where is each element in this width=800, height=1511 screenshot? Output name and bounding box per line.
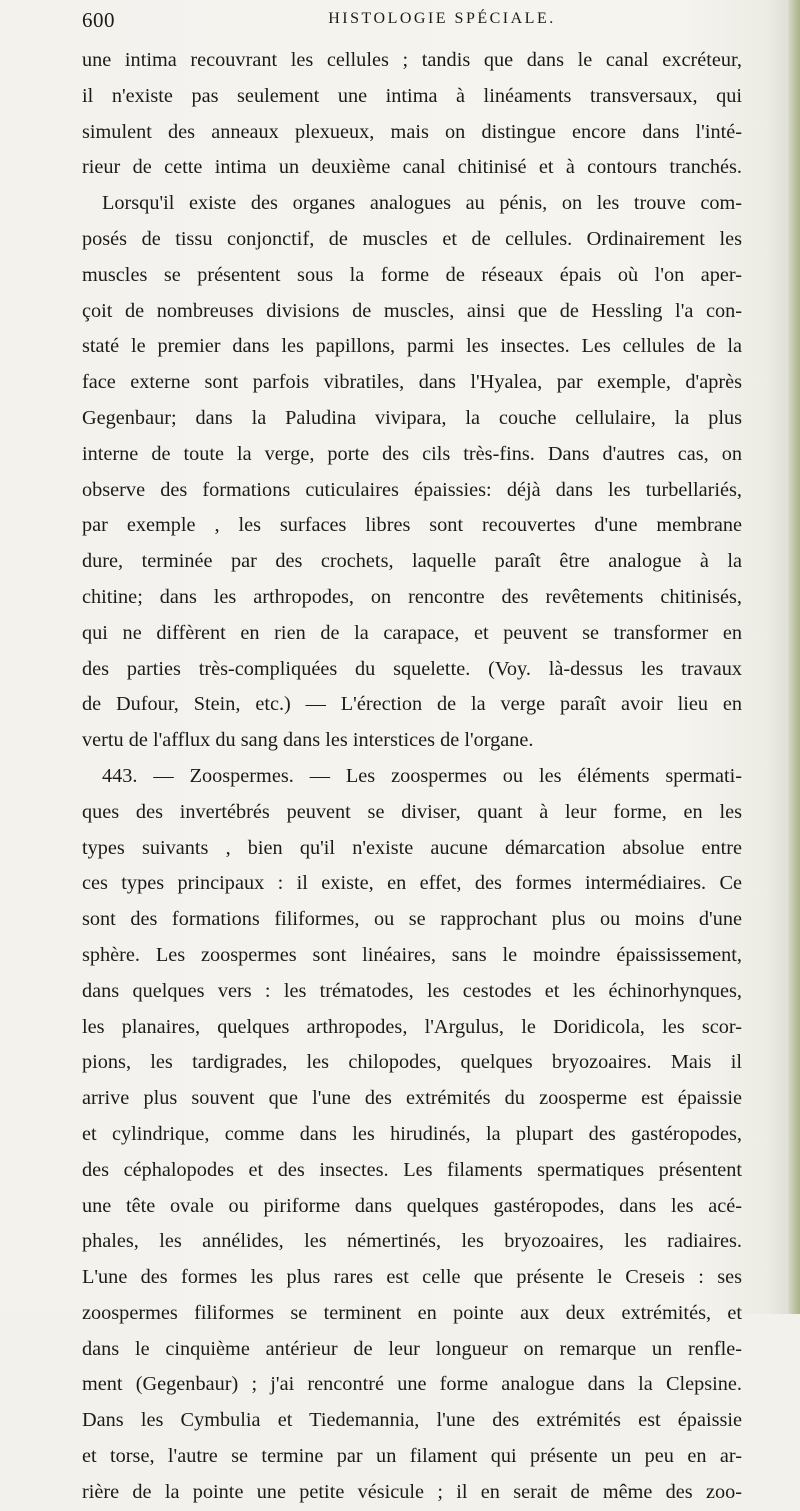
text-line: çoit de nombreuses divisions de muscles, ainsi que de Hessling l'a con- bbox=[82, 299, 742, 322]
text-line: arrive plus souvent que l'une des extrémités du zoosperme est épaissie bbox=[82, 1087, 742, 1110]
text-line: ces types principaux : il existe, en effet, des formes intermédiaires. Ce bbox=[82, 872, 742, 895]
text-line: L'une des formes les plus rares est celle que présente le Creseis : ses bbox=[82, 1266, 742, 1289]
text-line: face externe sont parfois vibratiles, dans l'Hyalea, par exemple, d'après bbox=[82, 371, 742, 394]
text-line: chitine; dans les arthropodes, on rencontre des revêtements chitinisés, bbox=[82, 585, 742, 608]
text-line: rieur de cette intima un deuxième canal chitinisé et à contours tranchés. bbox=[82, 156, 742, 179]
text-line: des parties très-compliquées du squelette. (Voy. là-dessus les travaux bbox=[82, 657, 742, 680]
page-header bbox=[82, 8, 742, 38]
text-line: de Dufour, Stein, etc.) — L'érection de la verge paraît avoir lieu en bbox=[82, 693, 742, 716]
text-line: types suivants , bien qu'il n'existe aucune démarcation absolue entre bbox=[82, 836, 742, 859]
text-line: vertu de l'afflux du sang dans les interstices de l'organe. bbox=[82, 729, 534, 752]
page-number: 600 bbox=[82, 8, 115, 32]
text-line: phales, les annélides, les némertinés, les bryozoaires, les radiaires. bbox=[82, 1230, 742, 1253]
text-line: ment (Gegenbaur) ; j'ai rencontré une forme analogue dans la Clepsine. bbox=[82, 1373, 742, 1396]
text-line: par exemple , les surfaces libres sont recouvertes d'une membrane bbox=[82, 514, 742, 537]
running-title: HISTOLOGIE SPÉCIALE. bbox=[328, 10, 556, 27]
text-line: posés de tissu conjonctif, de muscles et de cellules. Ordinairement les bbox=[82, 227, 742, 250]
text-line: observe des formations cuticulaires épaissies: déjà dans les turbellariés, bbox=[82, 478, 742, 501]
text-line: dans le cinquième antérieur de leur longueur on remarque un renfle- bbox=[82, 1337, 742, 1360]
text-line: il n'existe pas seulement une intima à linéaments transversaux, qui bbox=[82, 84, 742, 107]
text-line: qui ne diffèrent en rien de la carapace, et peuvent se transformer en bbox=[82, 621, 742, 644]
text-line: des céphalopodes et des insectes. Les filaments spermatiques présentent bbox=[82, 1158, 742, 1181]
section-heading-line: 443. — Zoospermes. — Les zoospermes ou les éléments spermati- bbox=[102, 764, 742, 787]
body-text bbox=[82, 43, 742, 1511]
text-line: Gegenbaur; dans la Paludina vivipara, la couche cellulaire, la plus bbox=[82, 406, 742, 429]
text-line: interne de toute la verge, porte des cils très-fins. Dans d'autres cas, on bbox=[82, 442, 742, 465]
text-line: dure, terminée par des crochets, laquelle paraît être analogue à la bbox=[82, 550, 742, 573]
text-line: et cylindrique, comme dans les hirudinés, la plupart des gastéropodes, bbox=[82, 1122, 742, 1145]
page-edge bbox=[786, 0, 800, 1314]
text-line: rière de la pointe une petite vésicule ; il en serait de même des zoo- bbox=[82, 1480, 742, 1503]
text-line: Lorsqu'il existe des organes analogues au pénis, on les trouve com- bbox=[102, 192, 742, 215]
text-line: ques des invertébrés peuvent se diviser, quant à leur forme, en les bbox=[82, 800, 742, 823]
text-line: une intima recouvrant les cellules ; tandis que dans le canal excréteur, bbox=[82, 49, 742, 71]
text-line: Dans les Cymbulia et Tiedemannia, l'une des extrémités est épaissie bbox=[82, 1409, 742, 1432]
text-line: zoospermes filiformes se terminent en pointe aux deux extrémités, et bbox=[82, 1301, 742, 1324]
text-line: staté le premier dans les papillons, parmi les insectes. Les cellules de la bbox=[82, 335, 742, 358]
text-line: pions, les tardigrades, les chilopodes, quelques bryozoaires. Mais il bbox=[82, 1051, 742, 1074]
text-line: sphère. Les zoospermes sont linéaires, sans le moindre épaississement, bbox=[82, 943, 742, 966]
text-line: muscles se présentent sous la forme de réseaux épais où l'on aper- bbox=[82, 263, 742, 286]
text-line: et torse, l'autre se termine par un filament qui présente un peu en ar- bbox=[82, 1445, 742, 1468]
text-line: simulent des anneaux plexueux, mais on distingue encore dans l'inté- bbox=[82, 120, 742, 143]
text-line: sont des formations filiformes, ou se rapprochant plus ou moins d'une bbox=[82, 908, 742, 931]
text-line: une tête ovale ou piriforme dans quelques gastéropodes, dans les acé- bbox=[82, 1194, 742, 1217]
text-line: dans quelques vers : les trématodes, les cestodes et les échinorhynques, bbox=[82, 979, 742, 1002]
text-line: les planaires, quelques arthropodes, l'Argulus, le Doridicola, les scor- bbox=[82, 1015, 742, 1038]
